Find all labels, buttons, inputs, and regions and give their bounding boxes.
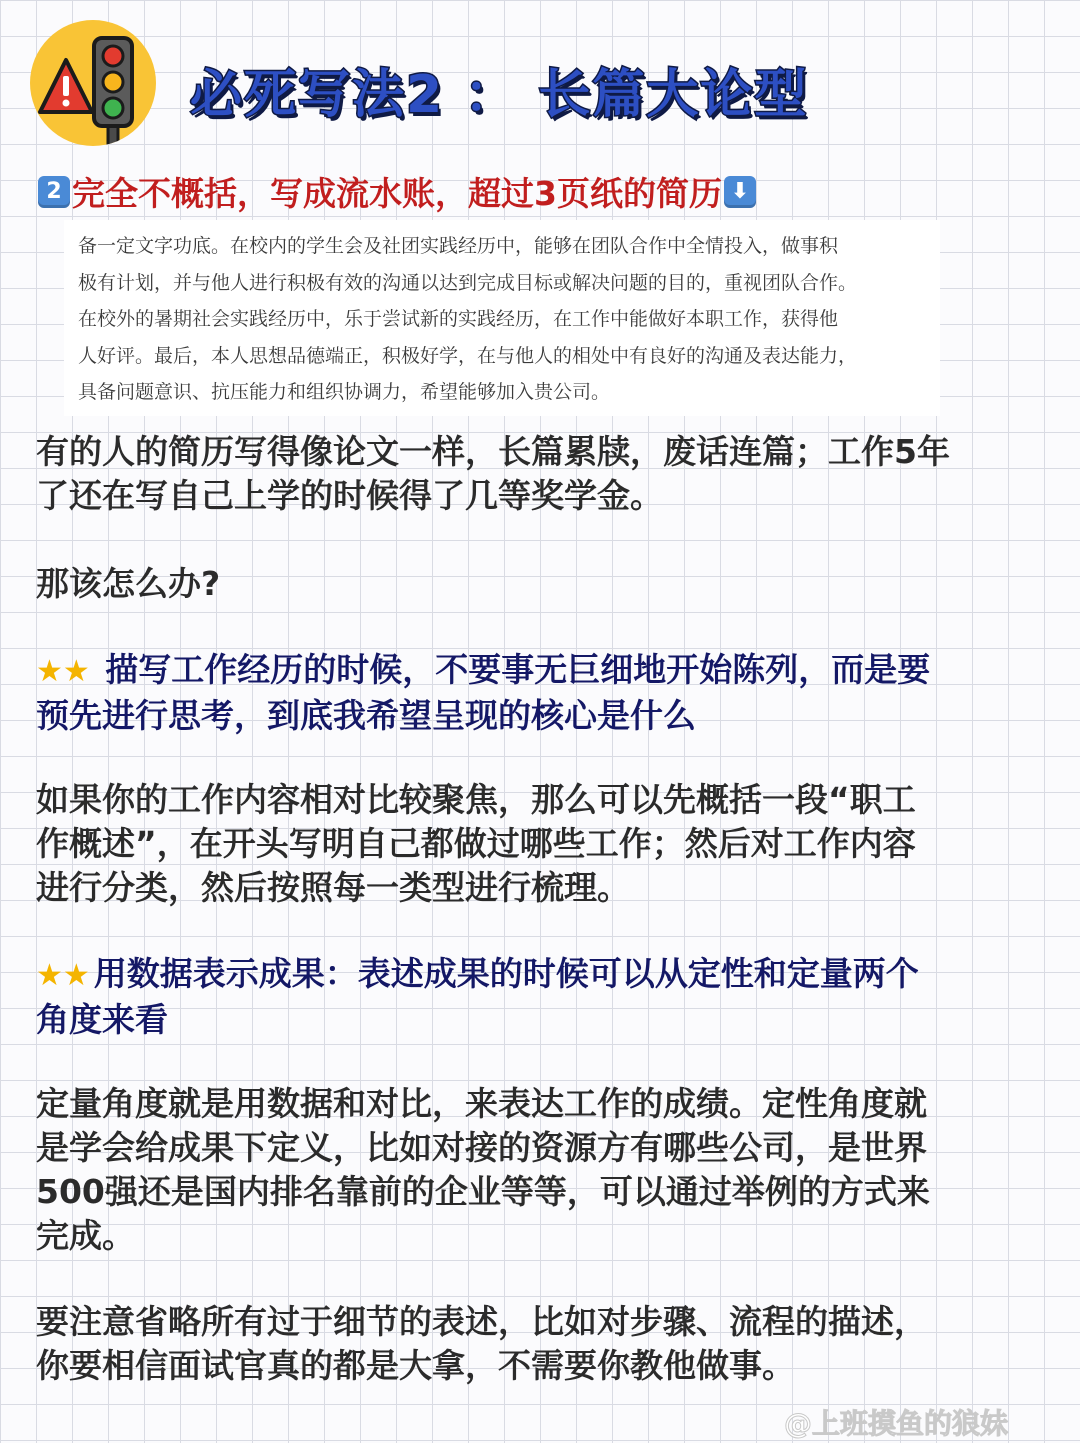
down-arrow-icon: ⬇ (724, 176, 756, 208)
tip-work-experience-text: 描写工作经历的时候，不要事无巨细地开始陈列，而是要 预先进行思考，到底我希望呈现的核心是什么 (36, 650, 931, 735)
paragraph-intro: 有的人的简历写得像论文一样，长篇累牍，废话连篇；工作5年 了还在写自己上学的时候得了几等奖学金。 (36, 432, 950, 515)
tip-work-experience (36, 648, 1046, 738)
number-badge: 2 (38, 176, 70, 208)
page-title: 必死写法2 ： 长篇大论型 (190, 65, 809, 125)
section-heading-text: 完全不概括，写成流水账，超过3页纸的简历 (72, 174, 722, 213)
star-icon: ★★ (36, 654, 90, 689)
resume-excerpt-text: 备一定文字功底。在校内的学生会及社团实践经历中，能够在团队合作中全情投入，做事积 极有计划，并与他人进行积极有效的沟通以达到完成目标或解决问题的目的，重视团队合作。 在校外的暑期社会实践经历中，乐于尝试新的实践经历，在工作中能做好本职工作，获得他 人好评。最后，本人思想品德端正，积极好学，在与他人的相处中有良好的沟通及表达能力， 具备问题意识、抗压能力和组织协调力，希望能够加入贵公司。 (78, 235, 858, 403)
question-line: 那该怎么办? (36, 564, 221, 603)
tip-data-results-text: 用数据表示成果：表述成果的时候可以从定性和定量两个 角度来看 (36, 954, 919, 1039)
paragraph-work-summary: 如果你的工作内容相对比较聚焦，那么可以先概括一段“职工 作概述”，在开头写明自己都做过哪些工作；然后对工作内容 进行分类，然后按照每一类型进行梳理。 (36, 780, 916, 907)
paragraph-quantitative: 定量角度就是用数据和对比，来表达工作的成绩。定性角度就 是学会给成果下定义，比如对接的资源方有哪些公司，是世界 500强还是国内排名靠前的企业等等，可以通过举例的方式来 完成。 (36, 1084, 930, 1255)
header-badge (30, 20, 156, 146)
traffic-light-icon (94, 38, 132, 146)
star-icon: ★★ (36, 958, 90, 993)
section-heading (36, 168, 758, 215)
watermark: @上班摸鱼的狼妹 (783, 1407, 1008, 1440)
resume-excerpt (64, 220, 940, 416)
paragraph-omit-details: 要注意省略所有过于细节的表述，比如对步骤、流程的描述， 你要相信面试官真的都是大拿，不需要你教他做事。 (36, 1302, 927, 1385)
tip-data-results (36, 952, 1046, 1042)
warning-icon (40, 60, 92, 112)
